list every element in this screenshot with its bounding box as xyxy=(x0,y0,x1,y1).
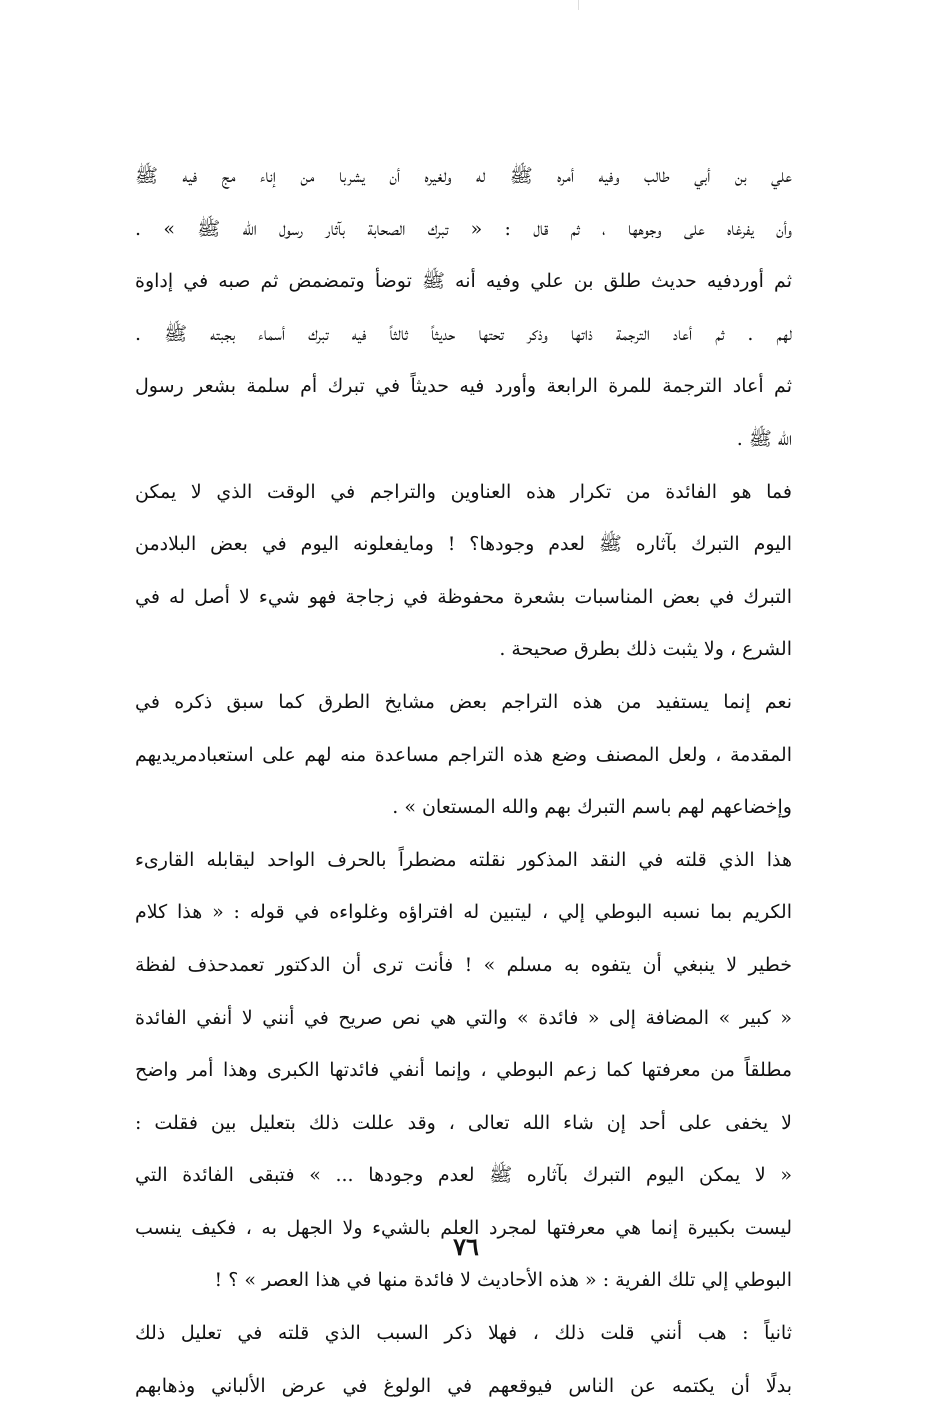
text-line: بدلًا أن يكتمه عن الناس فيوقعهم في الولوغ في عرض الألباني وذهابهم xyxy=(135,1374,792,1397)
text-line: التبرك في بعض المناسبات بشعرة محفوظة في زجاجة فهو شيء لا أصل له في xyxy=(135,585,792,608)
text-line: وأن يفرغاه على وجوهها ، ثم قال : « تبرك الصحابة بآثار رسول الله ﷺ » . xyxy=(135,217,792,240)
text-line: ثم أعاد الترجمة للمرة الرابعة وأورد فيه حديثاً في تبرك أم سلمة بشعر رسول xyxy=(135,375,792,398)
text-line: هذا الذي قلته في النقد المذكور نقلته مضطراً بالحرف الواحد ليقابله القارىء xyxy=(135,848,792,871)
text-line: نعم إنما يستفيد من هذه التراجم بعض مشايخ الطرق كما سبق ذكره في xyxy=(135,690,792,713)
text-line: علي بن أبي طالب وفيه أمره ﷺ له ولغيره أن يشربا من إناء مج فيه ﷺ xyxy=(135,165,792,187)
text-line: وإخضاعهم لهم باسم التبرك بهم والله المستعان » . xyxy=(392,796,792,819)
text-line: « لا يمكن اليوم التبرك بآثاره ﷺ لعدم وجودها ... » فتبقى الفائدة التي xyxy=(135,1164,792,1187)
text-line: « كبير » المضافة إلى « فائدة » والتي هي نص صريح في أنني لا أنفي الفائدة xyxy=(135,1006,792,1029)
page-number: ٧٦ xyxy=(453,1232,479,1261)
text-line: ثم أوردفيه حديث طلق بن علي وفيه أنه ﷺ توضأ وتمضمض ثم صبه في إداوة xyxy=(135,270,792,293)
text-line: اليوم التبرك بآثاره ﷺ لعدم وجودها؟ ! ومايفعلونه اليوم في بعض البلادمن xyxy=(135,533,792,556)
text-line: مطلقاً من معرفتها كما زعم البوطي ، وإنما أنفي فائدتها الكبرى وهذا أمر واضح xyxy=(135,1059,792,1082)
text-line: لهم . ثم أعاد الترجمة ذاتها وذكر تحتها حديثاً ثالثاً فيه تبرك أسماء بجبته ﷺ . xyxy=(135,322,792,345)
text-line: المقدمة ، ولعل المصنف وضع هذه التراجم مساعدة منه لهم على استعبادمريديهم xyxy=(135,743,792,766)
text-line: البوطي إلي تلك الفرية : « هذه الأحاديث لا فائدة منها في هذا العصر » ؟ ! xyxy=(214,1269,792,1292)
text-line: ثانياً : هب أنني قلت ذلك ، فهلا ذكر السبب الذي قلته في تعليل ذلك xyxy=(135,1322,792,1345)
scan-mark xyxy=(578,0,579,10)
body-text xyxy=(135,150,792,1412)
text-line: الشرع ، ولا يثبت ذلك بطرق صحيحة . xyxy=(499,638,792,661)
text-line: خطير لا ينبغي أن يتفوه به مسلم » ! فأنت ترى أن الدكتور تعمدحذف لفظة xyxy=(135,953,792,976)
text-line: فما هو الفائدة من تكرار هذه العناوين والتراجم في الوقت الذي لا يمكن xyxy=(135,480,792,503)
text-line: لا يخفى على أحد إن شاء الله تعالى ، وقد عللت ذلك بتعليل بين فقلت : xyxy=(135,1111,792,1134)
text-line: الكريم بما نسبه البوطي إلي ، ليتبين له افتراؤه وغلواءه في قوله : « هذا كلام xyxy=(135,901,792,924)
text-line: الله ﷺ . xyxy=(736,427,792,450)
text-line: ليست بكبيرة إنما هي معرفتها لمجرد العلم بالشيء ولا الجهل به ، فكيف ينسب xyxy=(135,1216,792,1239)
